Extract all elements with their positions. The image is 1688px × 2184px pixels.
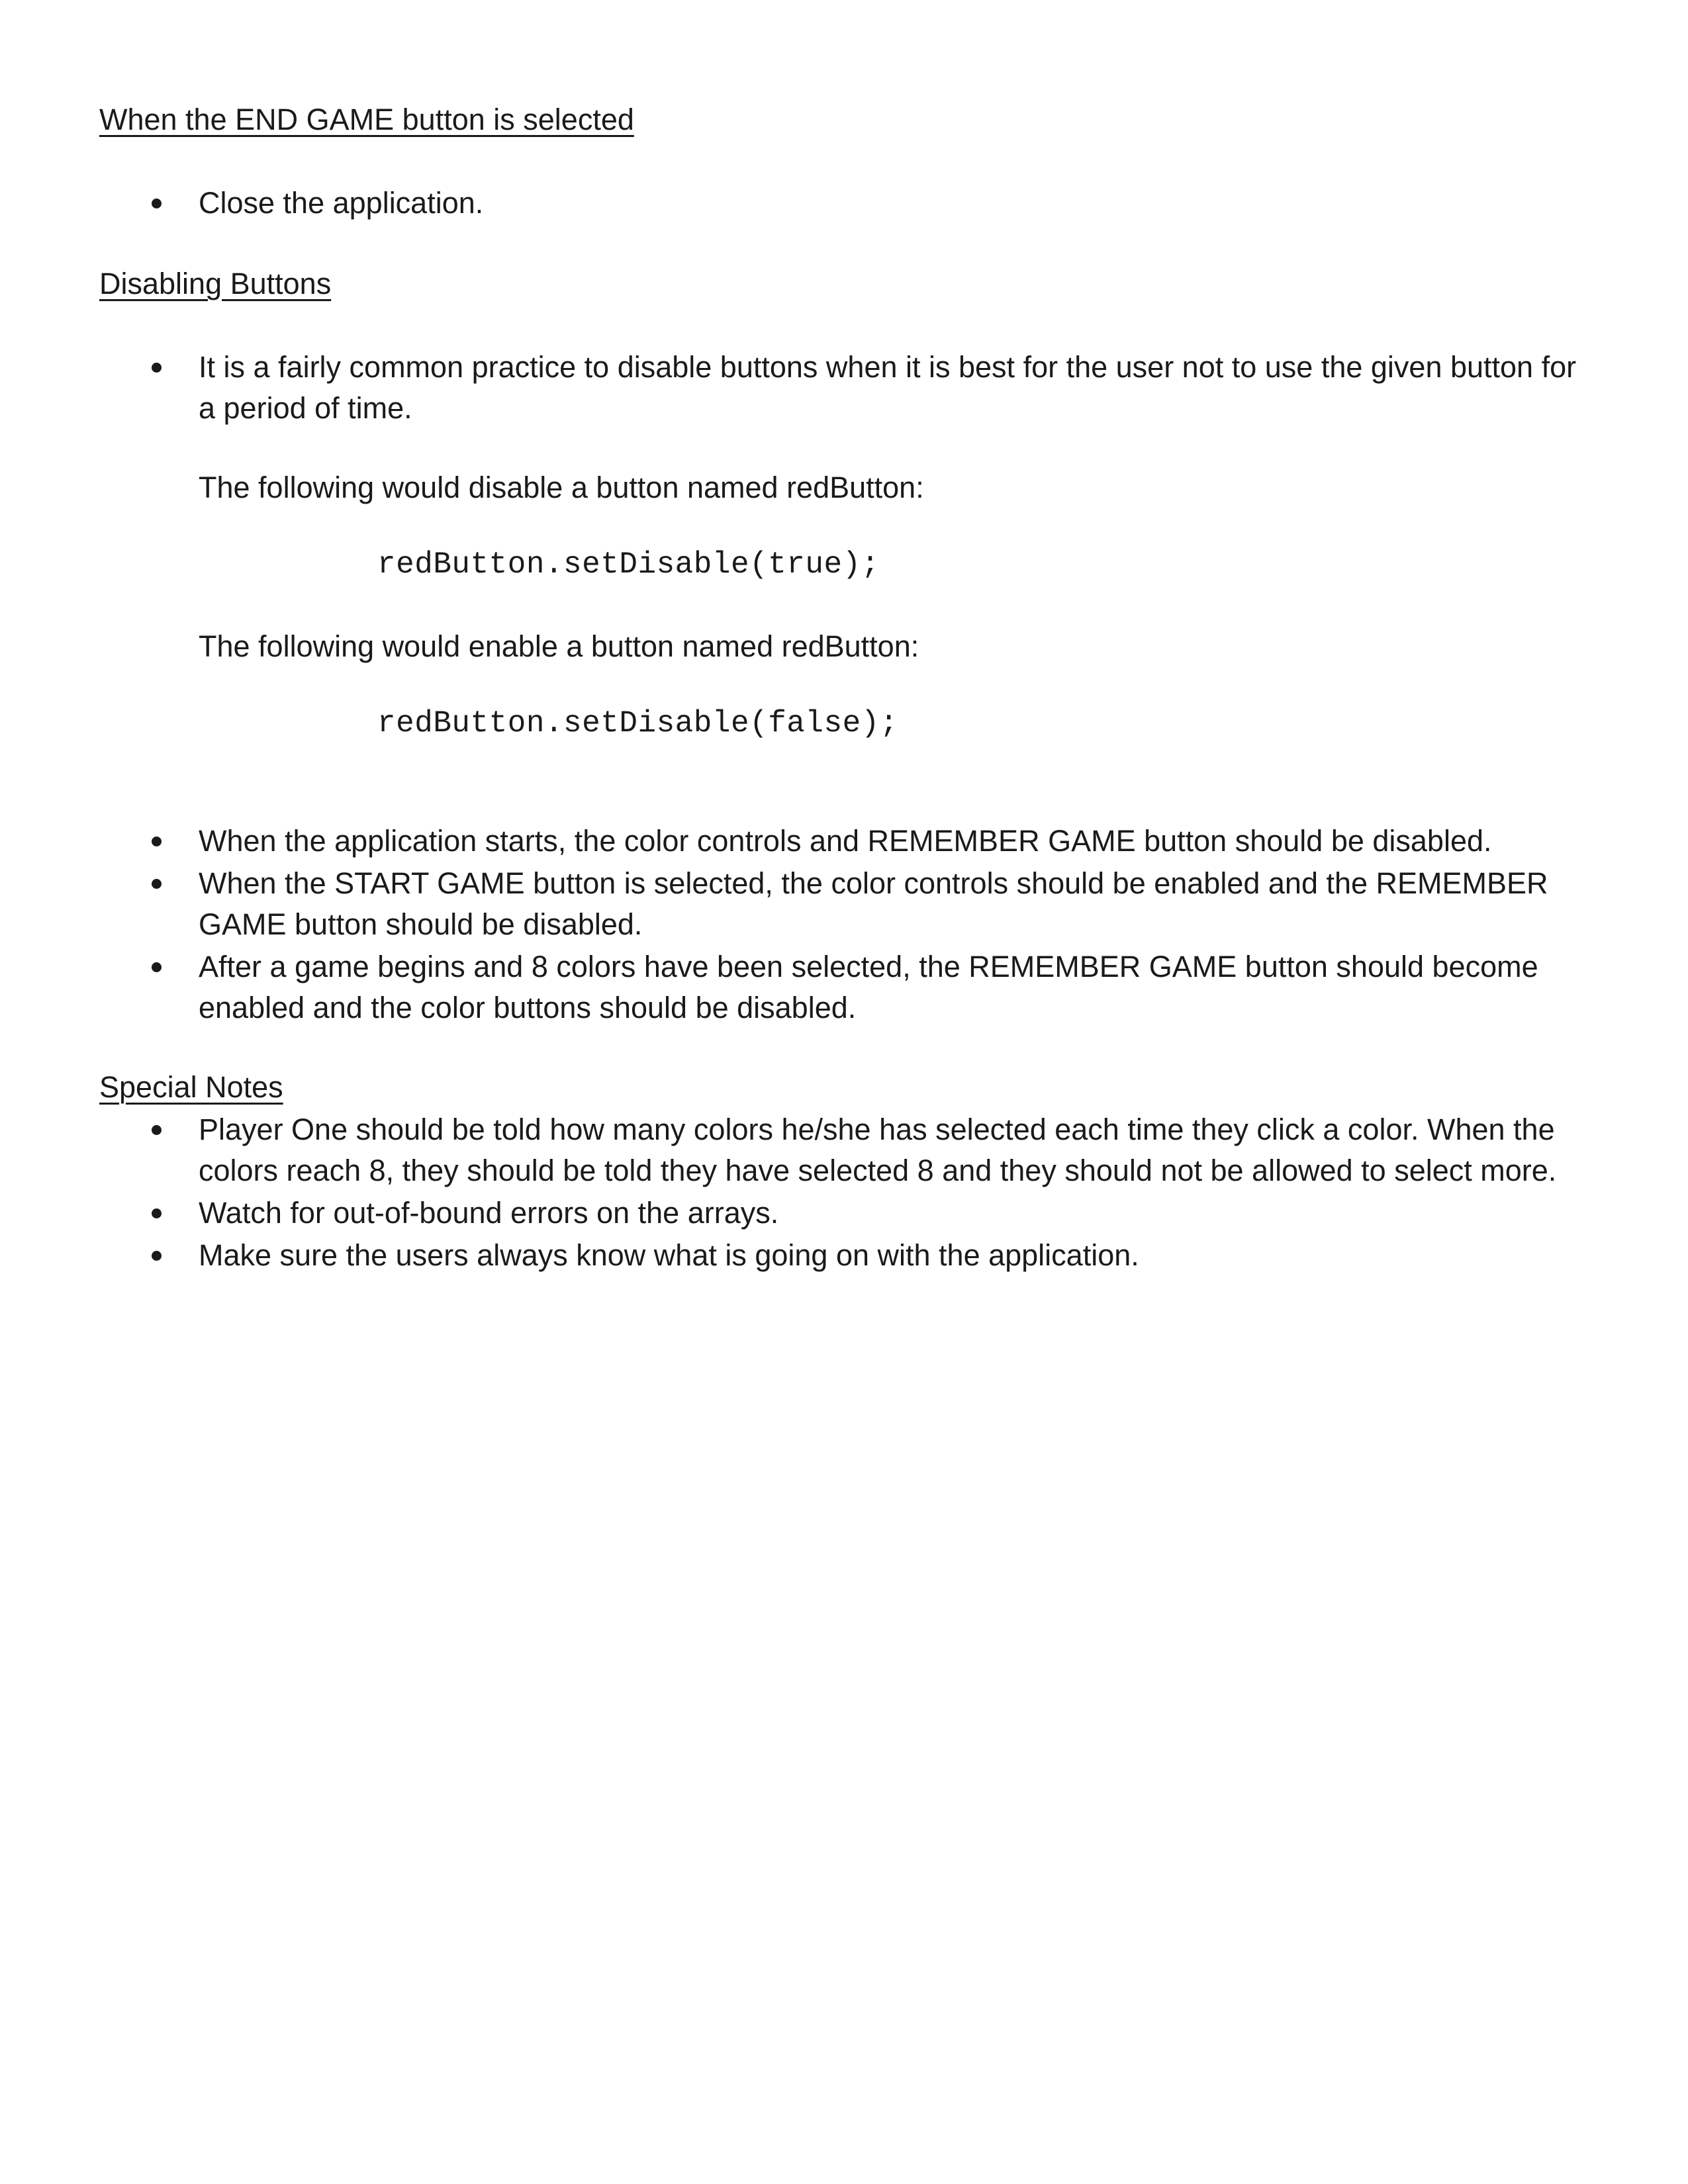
heading-disabling-buttons: Disabling Buttons bbox=[99, 267, 332, 300]
bullet-icon bbox=[152, 1125, 162, 1135]
bullet-text: When the START GAME button is selected, the color controls should be enabled and the REMEMBER GAME button should be disabled. bbox=[199, 866, 1548, 941]
bullet-text: After a game begins and 8 colors have been selected, the REMEMBER GAME button should become enabled and the color buttons should be disabled. bbox=[199, 950, 1538, 1024]
bullet-icon bbox=[152, 962, 162, 972]
enable-code-sample: redButton.setDisable(false); bbox=[377, 706, 898, 741]
disable-description: The following would disable a button named redButton: bbox=[199, 471, 924, 504]
bullet-icon bbox=[152, 199, 162, 208]
bullet-icon bbox=[152, 1251, 162, 1261]
bullet-icon bbox=[152, 363, 162, 373]
bullet-text: Close the application. bbox=[199, 186, 484, 220]
bullet-text: Make sure the users always know what is going on with the application. bbox=[199, 1238, 1139, 1272]
bullet-icon bbox=[152, 879, 162, 889]
bullet-text: It is a fairly common practice to disable buttons when it is best for the user not to use the given button for a period of time. bbox=[199, 350, 1577, 425]
bullet-text: When the application starts, the color controls and REMEMBER GAME button should be disabled. bbox=[199, 824, 1492, 858]
bullet-icon bbox=[152, 837, 162, 846]
disable-code-sample: redButton.setDisable(true); bbox=[377, 547, 880, 582]
bullet-text: Player One should be told how many colors he/she has selected each time they click a color. When the colors reach 8, they should be told they have selected 8 and they should not be allowed to select more. bbox=[199, 1113, 1557, 1187]
bullet-icon bbox=[152, 1208, 162, 1218]
heading-special-notes: Special Notes bbox=[99, 1070, 283, 1104]
heading-end-game: When the END GAME button is selected bbox=[99, 103, 634, 136]
enable-description: The following would enable a button named redButton: bbox=[199, 629, 919, 663]
bullet-text: Watch for out-of-bound errors on the arrays. bbox=[199, 1196, 779, 1230]
